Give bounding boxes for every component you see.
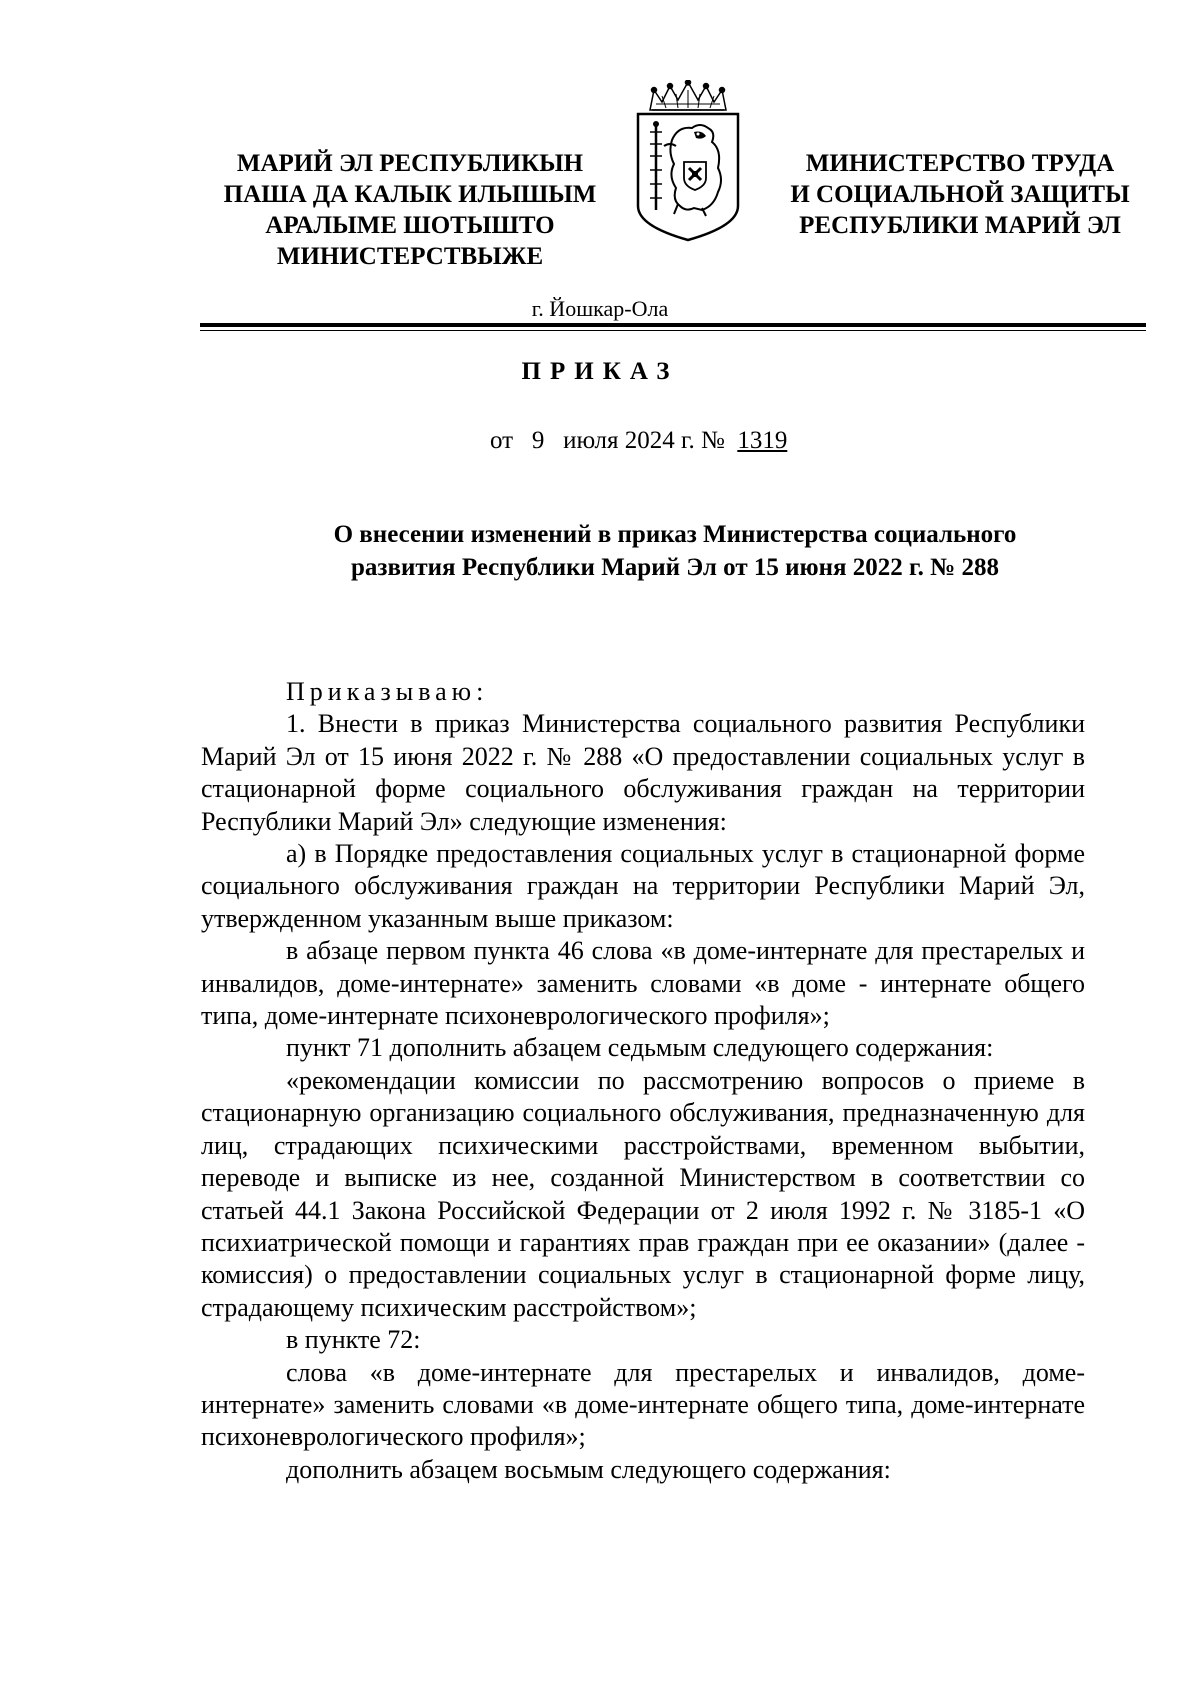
order-day: 9: [531, 427, 545, 454]
document-title: [200, 518, 1150, 584]
org-name-line: АРАЛЫМЕ ШОТЫШТО: [265, 212, 555, 239]
coat-of-arms-icon: [632, 80, 744, 242]
org-name-line: И СОЦИАЛЬНОЙ ЗАЩИТЫ: [790, 181, 1130, 208]
body-paragraph: а) в Порядке предоставления социальных услуг в стационарной форме социального обслуживания граждан на территории Республики Марий Эл, утвержденном указанным выше приказом:: [201, 839, 1085, 933]
header-divider-thick: [200, 323, 1146, 327]
body-paragraph: 1. Внести в приказ Министерства социального развития Республики Марий Эл от 15 июня 2022 г. № 288 «О предоставлении социальных услуг в стационарной форме социального обслуживания граждан на территории Республики Марий Эл» следующие изменения:: [201, 709, 1085, 836]
order-number: 1319: [737, 427, 788, 454]
org-name-line: МАРИЙ ЭЛ РЕСПУБЛИКЫН: [236, 150, 584, 177]
title-line: О внесении изменений в приказ Министерства социального: [333, 521, 1017, 548]
order-date-number: [490, 427, 787, 455]
body-paragraph: слова «в доме-интернате для престарелых и инвалидов, доме-интернате» заменить словами «в доме-интернате общего типа, доме-интернате психоневрологического профиля»;: [201, 1357, 1085, 1452]
document-body: [201, 676, 1085, 1486]
body-paragraph: пункт 71 дополнить абзацем седьмым следующего содержания:: [286, 1033, 994, 1063]
body-paragraph: в абзаце первом пункта 46 слова «в доме-интернате для престарелых и инвалидов, доме-интернате» заменить словами «в доме - интернате общего типа, доме-интернате психоневрологического профиля»;: [201, 936, 1085, 1031]
order-from-prefix: от: [490, 427, 514, 454]
body-paragraph: дополнить абзацем восьмым следующего содержания:: [286, 1454, 891, 1484]
org-name-line: РЕСПУБЛИКИ МАРИЙ ЭЛ: [799, 212, 1121, 239]
order-intro: Приказываю:: [286, 677, 489, 706]
title-line: развития Республики Марий Эл от 15 июня 2022 г. № 288: [351, 554, 999, 581]
org-name-mari: [190, 148, 630, 272]
order-month-year: июля 2024 г.: [563, 427, 695, 454]
org-name-line: МИНИСТЕРСТВЫЖЕ: [276, 243, 544, 270]
org-name-line: ПАША ДА КАЛЫК ИЛЫШЫМ: [223, 181, 597, 208]
org-name-line: МИНИСТЕРСТВО ТРУДА: [805, 150, 1115, 177]
document-type-label: ПРИКАЗ: [521, 358, 679, 385]
header-divider-thin: [200, 330, 1146, 331]
order-number-sign: №: [700, 427, 725, 454]
city-name: г. Йошкар-Ола: [531, 296, 669, 321]
org-name-ministry: [760, 148, 1160, 241]
body-paragraph: в пункте 72:: [286, 1325, 421, 1355]
body-paragraph: «рекомендации комиссии по рассмотрению вопросов о приеме в стационарную организацию социального обслуживания, предназначенную для лиц, страдающих психическими расстройствами, временном выбытии, переводе и выписке из нее, созданной Министерством в соответствии со статьей 44.1 Закона Российской Федерации от 2 июля 1992 г. № 3185-1 «О психиатрической помощи и гарантиях прав граждан при ее оказании» (далее - комиссия) о предоставлении социальных услуг в стационарной форме лицу, страдающему психическим расстройством»;: [201, 1065, 1085, 1322]
